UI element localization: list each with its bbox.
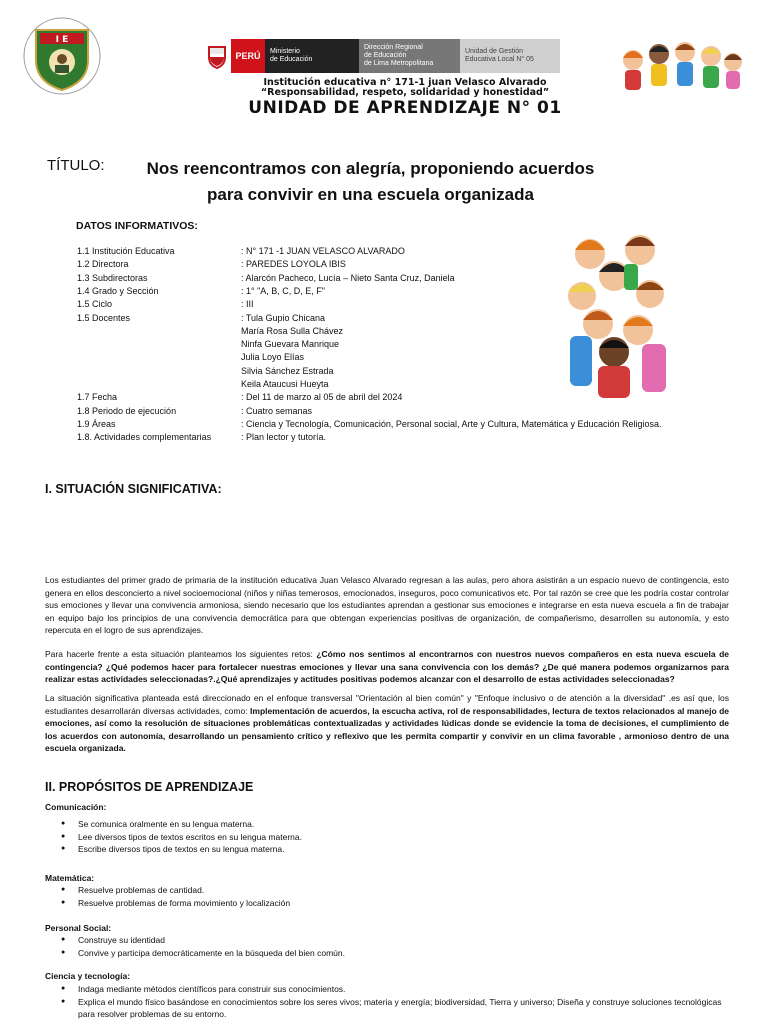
info-key: 1.5 Docentes xyxy=(77,312,131,323)
propositos-heading: II. PROPÓSITOS DE APRENDIZAJE xyxy=(45,780,254,794)
group-title-personal-social: Personal Social: xyxy=(45,923,112,933)
government-header-bar xyxy=(203,39,560,73)
children-cartoon-header-image xyxy=(615,30,745,100)
list-item: ● Explica el mundo físico basándose en conocimientos sobre los seres vivos; materia y energía; biodiversidad, Tierra y universo; Diseña y construye soluciones tecnológicas para resolver problemas de su entorno. xyxy=(45,996,735,1021)
info-key: 1.2 Directora xyxy=(77,259,129,270)
info-key: 1.8. Actividades complementarias xyxy=(77,432,212,443)
info-key: 1.7 Fecha xyxy=(77,392,118,403)
unit-title: UNIDAD DE APRENDIZAJE N° 01 xyxy=(248,98,562,118)
list-item: ● Indaga mediante métodos científicos para construir sus conocimientos. xyxy=(45,983,735,996)
datos-informativos-heading: DATOS INFORMATIVOS: xyxy=(76,220,198,232)
situacion-significativa-heading: I. SITUACIÓN SIGNIFICATIVA: xyxy=(45,482,222,496)
group-title-matematica: Matemática: xyxy=(45,873,95,883)
group-title-comunicacion: Comunicación: xyxy=(45,802,107,812)
info-value: : N° 171 -1 JUAN VELASCO ALVARADO xyxy=(241,246,405,256)
info-value: Julia Loyo Elías xyxy=(241,352,305,363)
document-title xyxy=(118,156,623,208)
info-key: 1.9 Áreas xyxy=(77,418,116,429)
peru-label: PERÚ xyxy=(231,39,265,73)
list-item: ● Construye su identidad xyxy=(45,934,735,947)
list-item: ● Se comunica oralmente en su lengua materna. xyxy=(45,818,735,831)
info-value: María Rosa Sulla Chávez xyxy=(241,325,344,336)
title-label: TÍTULO: xyxy=(47,157,105,174)
list-personal-social xyxy=(45,934,735,959)
info-key: 1.3 Subdirectoras xyxy=(77,272,148,283)
info-value: : Alarcón Pacheco, Lucía – Nieto Santa Cruz, Daniela xyxy=(241,272,455,283)
school-motto: “Responsabilidad, respeto, solidaridad y honestidad” xyxy=(260,87,550,98)
title-line-2: para convivir en una escuela organizada xyxy=(207,185,534,204)
list-item: ● Lee diversos tipos de textos escritos en su lengua materna. xyxy=(45,831,735,844)
list-item: ● Convive y participa democráticamente en la búsqueda del bien común. xyxy=(45,947,735,960)
list-item: ● Escribe diversos tipos de textos en su lengua materna. xyxy=(45,843,735,856)
list-ciencia-tecnologia xyxy=(45,983,735,1021)
list-matematica xyxy=(45,884,735,909)
list-item: ● Resuelve problemas de cantidad. xyxy=(45,884,735,897)
svg-text:I E: I E xyxy=(55,35,69,45)
group-title-ciencia-tecnologia: Ciencia y tecnología: xyxy=(45,971,131,981)
info-value: : Plan lector y tutoría. xyxy=(241,432,327,443)
info-value: Keila Ataucusi Hueyta xyxy=(241,379,329,389)
info-value: : PAREDES LOYOLA IBIS xyxy=(241,259,346,270)
situacion-paragraph-2: Para hacerle frente a esta situación planteamos los siguientes retos: ¿Cómo nos sentimos al encontrarnos con nuestros nuevos compañeros en esta nueva escuela de contingencia? ¿Qué podemos hacer para fortalecer nuestras emociones y llevar una sana convivencia con los demás? ¿De qué manera podemos organizarnos para realizar estas actividades seleccionadas?.¿Qué aprendizajes y actitudes positivas podemos alcanzar con el desarrollo de estas actividades seleccionadas? xyxy=(45,649,729,684)
info-key: 1.5 Ciclo xyxy=(77,299,113,310)
info-key: 1.4 Grado y Sección xyxy=(77,285,159,296)
info-value: : III xyxy=(241,299,254,310)
list-comunicacion xyxy=(45,818,735,856)
school-crest-logo xyxy=(22,16,102,96)
info-value: Silvia Sánchez Estrada xyxy=(241,365,334,376)
info-key: 1.8 Periodo de ejecución xyxy=(77,405,177,416)
situacion-paragraph-1: Los estudiantes del primer grado de primaria de la institución educativa Juan Velasco Alvarado regresan a las aulas, pero ahora asistirán a un espacio nuevo de contingencia, esto genera en ellos desconcierto a nivel socioemocional (niños y niñas temerosos, emocionados, inseguros, poco comunicativos etc. Por tal razón se cree que les podría costar controlar sus emociones y llevar una convivencia armoniosa, siendo necesario que los estudiantes aprendan a gestionar sus emociones e integrarse en esta nueva escuela a fin de trabajar en equipo bajo los principios de una convivencia democrática para que obtengan experiencias positivas de organización, de compañerismo, desarrollen su autonomía, y esto repercuta en el logro de sus aprendizajes. xyxy=(45,575,729,635)
info-value: : Tula Gupio Chicana xyxy=(241,312,326,323)
info-key: 1.1 Institución Educativa xyxy=(77,246,175,256)
info-value: : Ciencia y Tecnología, Comunicación, Personal social, Arte y Cultura, Matemática y Educación Religiosa. xyxy=(241,418,662,429)
info-value: : Cuatro semanas xyxy=(241,405,313,416)
peru-shield-icon xyxy=(203,39,231,73)
info-value: : Del 11 de marzo al 05 de abril del 2024 xyxy=(241,392,403,403)
dre-label: Dirección Regional de Educación de Lima Metropolitana xyxy=(359,39,460,73)
school-name-line: Institución educativa n° 171-1 juan Velasco Alvarado xyxy=(263,77,547,88)
info-value: : 1° "A, B, C, D, E, F" xyxy=(241,285,326,296)
situacion-paragraph-3: La situación significativa planteada está direccionado en el enfoque transversal "Orientación al bien común" y "Enfoque inclusivo o de atención a la diversidad" .es así que, los estudiantes desarrollarán diversas actividades, como: Implementación de acuerdos, la escucha activa, rol de responsabilidades, lectura de textos relacionados al manejo de emociones, así como la resolución de situaciones problemáticas contextualizadas y actividades lúdicas donde se evidencie la toma de decisiones, el cumplimiento de los acuerdos con autonomía, desarrollando un pensamiento crítico y reflexivo que les permita compartir y convivir en un clima favorable , armonioso dentro de una escuela organizada. xyxy=(45,693,730,753)
ministry-label: Ministerio de Educación xyxy=(265,39,359,73)
info-value: Ninfa Guevara Manrique xyxy=(241,339,340,350)
title-line-1: Nos reencontramos con alegría, proponiendo acuerdos xyxy=(146,159,595,178)
children-group-illustration xyxy=(558,224,678,399)
list-item: ● Resuelve problemas de forma movimiento y localización xyxy=(45,897,735,910)
ugel-label: Unidad de Gestión Educativa Local N° 05 xyxy=(460,39,560,73)
